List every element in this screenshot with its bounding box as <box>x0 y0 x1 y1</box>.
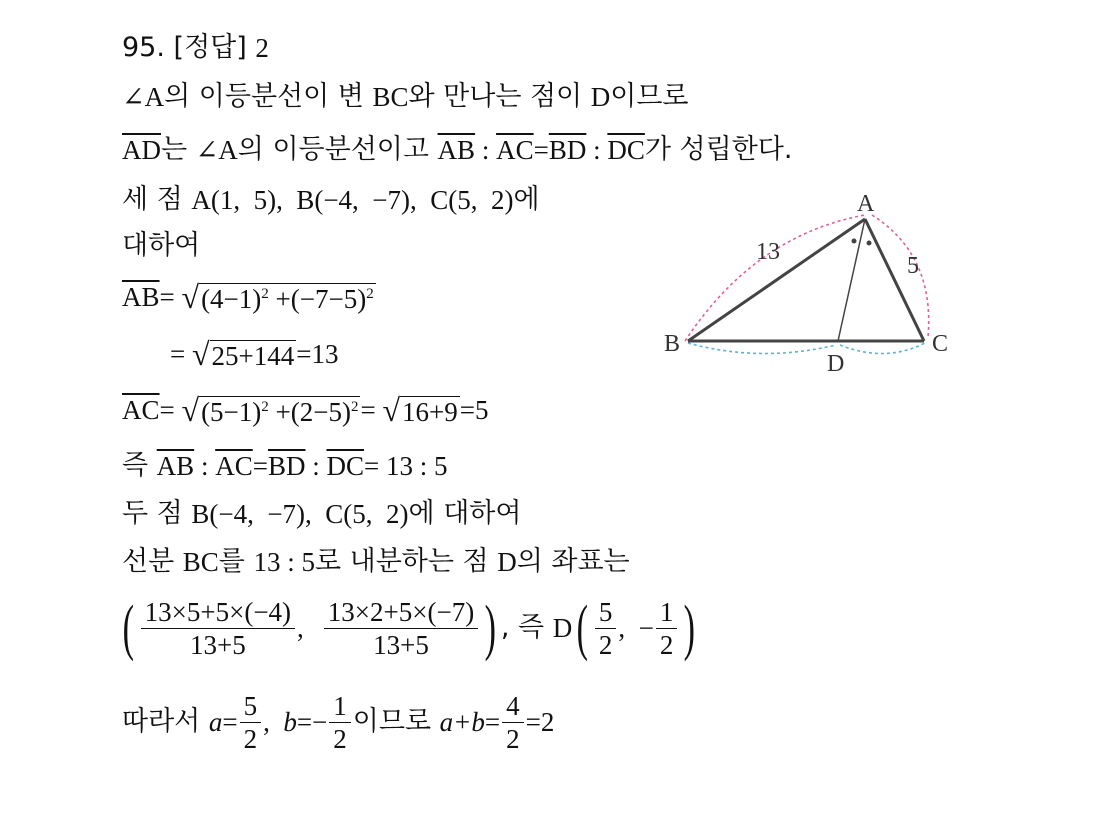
line-5 <box>122 280 376 314</box>
text: 세 점 <box>122 184 192 215</box>
text: 의 좌표는 <box>516 546 630 577</box>
equals: = <box>222 707 238 737</box>
point-d: D <box>552 613 573 643</box>
left-paren: ( <box>122 594 135 662</box>
segment-bd: $\overline{BD}$ <box>267 451 306 481</box>
numerator: 1 <box>329 692 351 723</box>
ratio: 13 : 5 <box>253 547 315 577</box>
text: 와 만나는 점이 <box>408 81 591 112</box>
text: 의 이등분선이 변 <box>164 81 373 112</box>
line-12 <box>122 686 554 758</box>
fraction-dy <box>656 598 678 659</box>
result: =13 <box>296 339 339 369</box>
result: =2 <box>525 707 555 737</box>
points-bc: B(−4, −7), C(5, 2) <box>191 499 409 529</box>
var-a: a <box>208 707 223 737</box>
exponent: 2 <box>350 399 359 415</box>
segment-dc: $\overline{DC}$ <box>607 135 645 165</box>
text: 따라서 <box>122 706 209 737</box>
problem-number: 95. <box>122 32 165 63</box>
denominator: 2 <box>333 723 347 754</box>
sqrt-expression <box>182 393 361 427</box>
line-9 <box>122 497 521 531</box>
pink-arc-ab <box>685 215 865 341</box>
blue-arc-dc <box>840 343 925 354</box>
line-11 <box>118 592 700 664</box>
sum-ab: a+b <box>439 707 485 737</box>
line-6 <box>170 337 339 371</box>
equals: = <box>484 707 501 737</box>
text: 이므로 <box>610 81 689 112</box>
label-d: D <box>827 351 845 377</box>
label-b: B <box>664 331 681 357</box>
problem-header <box>122 31 269 65</box>
right-paren: ) <box>683 594 696 662</box>
line-4 <box>122 229 200 263</box>
side-ab <box>688 219 865 341</box>
radicand <box>199 283 376 314</box>
term: (4−1) <box>201 284 262 314</box>
left-paren: ( <box>576 594 589 662</box>
segment-ab: $\overline{AB}$ <box>156 451 195 481</box>
right-paren: ) <box>484 594 497 662</box>
text: 두 점 <box>122 498 192 529</box>
radical-sign: √ <box>181 279 200 315</box>
text: 가 성립한다. <box>644 134 793 165</box>
radicand: 25+144 <box>211 341 295 371</box>
colon: : <box>305 451 327 481</box>
text: 대하여 <box>122 230 201 261</box>
denominator: 2 <box>659 629 674 660</box>
result: =5 <box>459 395 489 425</box>
denominator: 13+5 <box>373 629 429 660</box>
fraction-b <box>329 692 351 753</box>
numerator: 13×2+5×(−7) <box>324 598 478 629</box>
segment-dc: $\overline{DC}$ <box>326 451 364 481</box>
segment-bc: BC <box>372 82 409 112</box>
sqrt-expression <box>182 280 376 314</box>
comma: , <box>263 707 284 737</box>
denominator: 2 <box>243 723 258 754</box>
angle-mark-dot <box>852 239 857 244</box>
colon: : <box>586 135 608 165</box>
denominator: 2 <box>598 629 613 660</box>
side-ac <box>865 219 924 341</box>
line-3 <box>122 183 540 217</box>
fraction-y <box>324 598 478 659</box>
label-a: A <box>857 191 875 217</box>
term: (5−1) <box>201 397 262 427</box>
exponent: 2 <box>261 399 269 415</box>
denominator: 2 <box>506 723 520 754</box>
line-8 <box>122 449 447 483</box>
segment-ad: $\overline{AD}$ <box>122 135 161 165</box>
equals: = <box>360 395 383 425</box>
angle-a: ∠A <box>122 82 165 112</box>
equals: = <box>159 395 182 425</box>
equals: = <box>170 339 192 369</box>
text: 의 이등분선이고 <box>237 134 438 165</box>
numerator: 1 <box>656 598 678 629</box>
comma: , <box>297 613 304 643</box>
radical-sign: √ <box>382 392 401 428</box>
radical-sign: √ <box>191 336 210 372</box>
equals-minus: =− <box>296 707 328 737</box>
numerator: 13×5+5×(−4) <box>141 598 295 629</box>
sqrt-expression <box>192 337 296 371</box>
label-c: C <box>932 331 949 357</box>
exponent: 2 <box>366 286 374 302</box>
term: +(2−5) <box>268 397 351 427</box>
colon: : <box>475 135 497 165</box>
fraction-sum <box>502 692 524 753</box>
denominator: 13+5 <box>189 629 246 660</box>
label-side-ab: 13 <box>756 239 780 265</box>
equals: = <box>533 135 549 165</box>
text: 선분 <box>122 546 183 577</box>
line-2 <box>122 133 792 167</box>
text: 즉 <box>122 450 157 481</box>
segment-ac: $\overline{AC}$ <box>122 395 160 425</box>
segment-bc: BC <box>182 547 219 577</box>
point-d: D <box>590 82 611 112</box>
radical-sign: √ <box>181 392 200 428</box>
point-d: D <box>497 547 517 577</box>
comma-minus: , − <box>618 613 654 643</box>
blue-arc-bd <box>688 343 836 354</box>
text: 에 대하여 <box>408 498 522 529</box>
fraction-a <box>240 692 262 753</box>
answer-value: 2 <box>255 33 269 63</box>
line-1 <box>122 80 688 114</box>
label-side-ac: 5 <box>907 253 919 279</box>
pink-arc-ac <box>872 215 929 337</box>
radicand <box>199 396 360 427</box>
numerator: 4 <box>502 692 524 723</box>
numerator: 5 <box>595 598 617 629</box>
segment-ac: $\overline{AC}$ <box>496 135 534 165</box>
bisector-ad <box>838 219 865 341</box>
exponent: 2 <box>261 286 269 302</box>
line-10 <box>122 545 630 579</box>
answer-label: [정답] <box>173 32 247 63</box>
angle-mark-dot <box>867 241 872 246</box>
angle-a: ∠A <box>195 135 238 165</box>
radicand: 16+9 <box>402 397 458 427</box>
segment-bd: $\overline{BD}$ <box>548 135 587 165</box>
equals: = <box>252 451 268 481</box>
text: 는 <box>161 134 196 165</box>
numerator: 5 <box>240 692 262 723</box>
segment-ab: $\overline{AB}$ <box>122 282 160 312</box>
text: 를 <box>218 546 254 577</box>
text: 로 내분하는 점 <box>314 546 498 577</box>
triangle-diagram <box>660 185 960 380</box>
text: , 즉 <box>500 612 553 643</box>
colon: : <box>194 451 216 481</box>
points-abc: A(1, 5), B(−4, −7), C(5, 2) <box>191 185 514 215</box>
ratio-result: = 13 : 5 <box>364 451 448 481</box>
segment-ab: $\overline{AB}$ <box>437 135 476 165</box>
segment-ac: $\overline{AC}$ <box>215 451 253 481</box>
fraction-x <box>141 598 295 659</box>
text: 에 <box>513 184 540 215</box>
equals: = <box>159 282 182 312</box>
term: +(−7−5) <box>268 284 367 314</box>
line-7 <box>122 393 488 427</box>
fraction-dx <box>595 598 617 659</box>
var-b: b <box>283 707 297 737</box>
text: 이므로 <box>352 706 440 737</box>
sqrt-expression <box>382 393 459 427</box>
